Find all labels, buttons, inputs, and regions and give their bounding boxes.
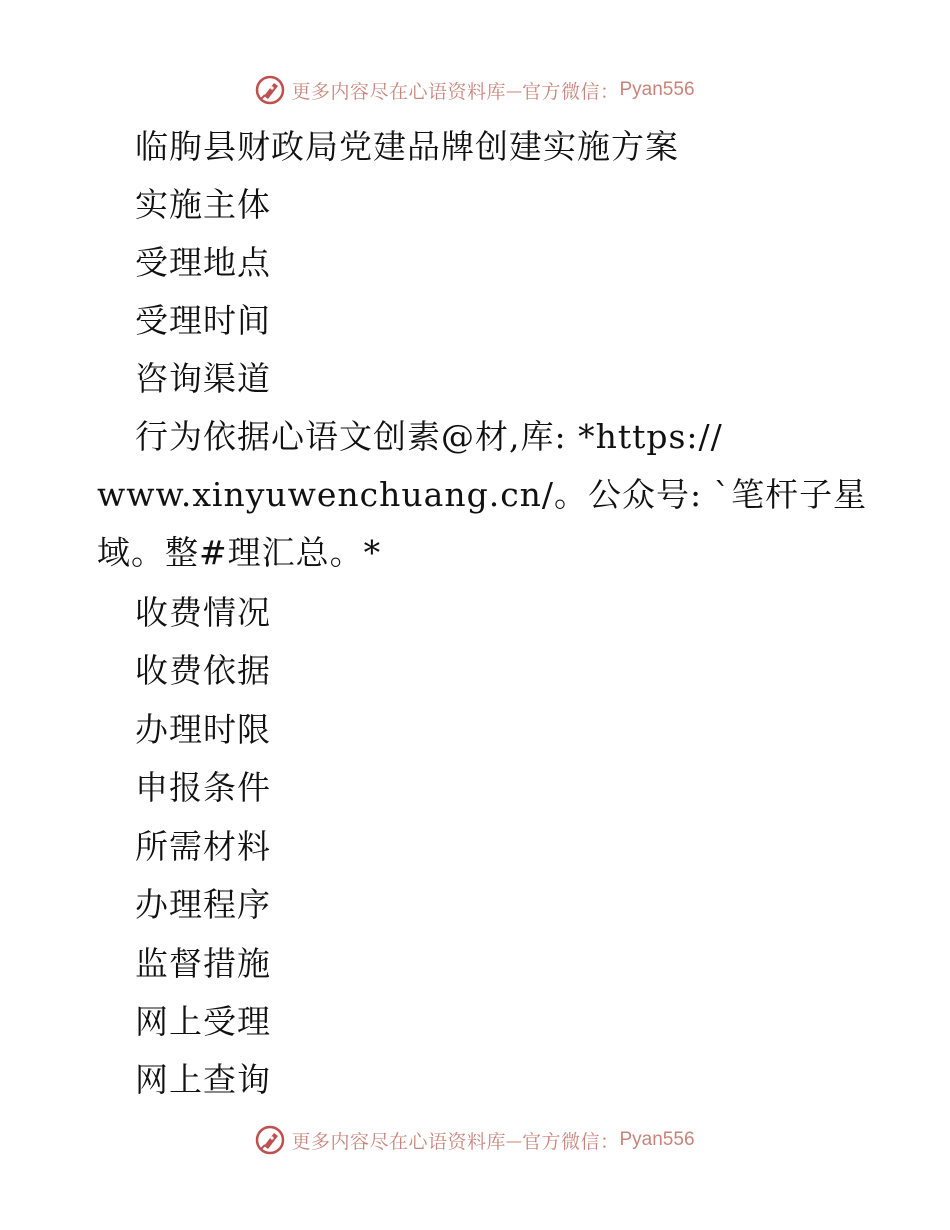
basis-paragraph-line: 行为依据心语文创素@材,库: *https:// (135, 417, 723, 456)
basis-paragraph (97, 408, 868, 582)
list-item: 网上查询 (135, 1060, 271, 1099)
footer-banner (0, 1120, 950, 1160)
banner-text: 更多内容尽在心语资料库 (291, 80, 506, 103)
list-item: 实施主体 (135, 185, 271, 224)
list-item: 受理时间 (135, 301, 271, 340)
header-banner (0, 70, 950, 110)
list-item: 网上受理 (135, 1002, 271, 1041)
banner-wechat-id: Pyan556 (619, 1129, 695, 1150)
list-item: 申报条件 (135, 768, 271, 807)
banner-dash: — (505, 80, 522, 100)
list-item: 监督措施 (135, 944, 271, 983)
list-item: 咨询渠道 (135, 359, 271, 398)
basis-paragraph-line: www.xinyuwenchuang.cn/。公众号: `笔杆子星 (97, 475, 868, 514)
banner-wechat-label: 官方微信： (521, 1130, 620, 1153)
list-item: 办理时限 (135, 710, 271, 749)
list-item: 收费情况 (135, 593, 271, 632)
basis-paragraph-line: 域。整#理汇总。* (97, 533, 382, 572)
banner-wechat-label: 官方微信： (521, 80, 620, 103)
pen-nib-logo-icon (255, 75, 285, 105)
pen-nib-logo-icon (255, 1125, 285, 1155)
banner-dash: — (505, 1130, 522, 1150)
list-item: 办理程序 (135, 885, 271, 924)
banner-wechat-id: Pyan556 (619, 79, 695, 100)
list-item: 受理地点 (135, 243, 271, 282)
banner-text: 更多内容尽在心语资料库 (291, 1130, 506, 1153)
list-item: 所需材料 (135, 827, 271, 866)
document-title: 临朐县财政局党建品牌创建实施方案 (135, 127, 679, 166)
list-item: 收费依据 (135, 651, 271, 690)
